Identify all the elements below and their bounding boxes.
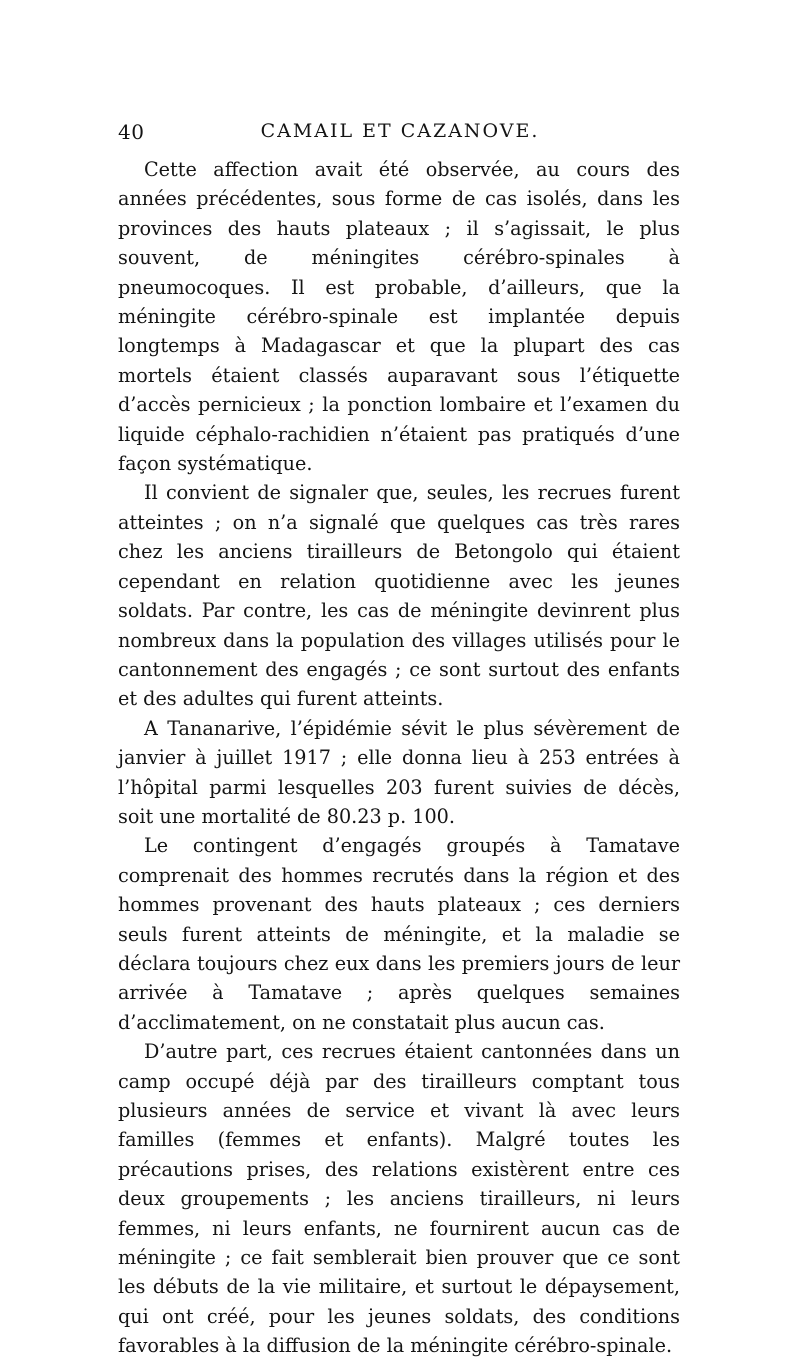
paragraph: D’autre part, ces recrues étaient cantonnées dans un camp occupé déjà par des tirailleurs comptant tous plusieurs années de service et vivant là avec leurs familles (femmes et enfants). Malgré toutes les précautions prises, des relations existèrent entre ces deux groupements ; les anciens tirailleurs, ni leurs femmes, ni leurs enfants, ne fournirent aucun cas de méningite ; ce fait semblerait bien prouver que ce sont les débuts de la vie militaire, et surtout le dépaysement, qui ont créé, pour les jeunes soldats, des conditions favorables à la diffusion de la méningite cérébro-spinale.: [118, 1040, 680, 1358]
paragraph: Le contingent d’engagés groupés à Tamatave comprenait des hommes recrutés dans la région et des hommes provenant des hauts plateaux ; ces derniers seuls furent atteints de méningite, et la maladie se déclara toujours chez eux dans les premiers jours de leur arrivée à Tamatave ; après quelques semaines d’acclimatement, on ne constatait plus aucun cas.: [118, 834, 680, 1034]
paragraph: A Tananarive, l’épidémie sévit le plus sévèrement de janvier à juillet 1917 ; elle donna lieu à 253 entrées à l’hôpital parmi lesquelles 203 furent suivies de décès, soit une mortalité de 80.23 p. 100.: [118, 716, 680, 828]
page-header: [118, 120, 682, 154]
paragraph: Cette affection avait été observée, au cours des années précédentes, sous forme de cas isolés, dans les provinces des hauts plateaux ; il s’agissait, le plus souvent, de méningites cérébro-spinales à pneumocoques. Il est probable, d’ailleurs, que la méningite cérébro-spinale est implantée depuis longtemps à Madagascar et que la plupart des cas mortels étaient classés auparavant sous l’étiquette d’accès pernicieux ; la ponction lombaire et l’examen du liquide céphalo-rachidien n’étaient pas pratiqués d’une façon systématique.: [118, 158, 680, 476]
running-head: CAMAIL ET CAZANOVE.: [260, 120, 540, 142]
paragraph: Il convient de signaler que, seules, les recrues furent atteintes ; on n’a signalé que quelques cas très rares chez les anciens tirailleurs de Betongolo qui étaient cependant en relation quotidienne avec les jeunes soldats. Par contre, les cas de méningite devinrent plus nombreux dans la population des villages utilisés pour le cantonnement des engagés ; ce sont surtout des enfants et des adultes qui furent atteints.: [118, 481, 680, 711]
body-text: [118, 155, 680, 1361]
page-number: 40: [118, 120, 145, 144]
